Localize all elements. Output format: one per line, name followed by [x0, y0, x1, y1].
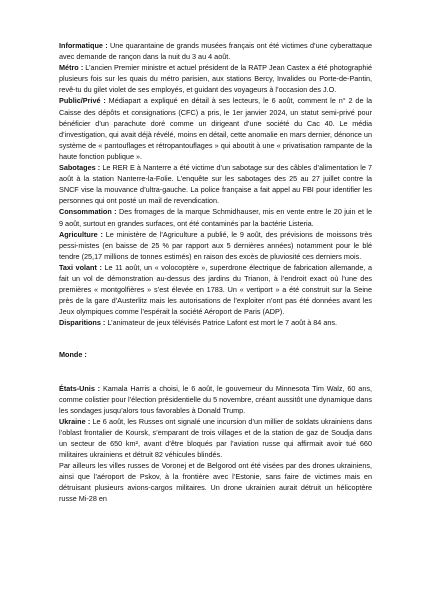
news-item-text: Une quarantaine de grands musées français ont été victimes d’une cyberattaque avec demande de rançon dans la nuit du 3 au 4 août.: [59, 41, 372, 62]
news-item-text: Le 11 août, un « volocoptère », superdrone électrique de fabrication allemande, a fait un vol de démonstration au-dessus des jardins du Trianon, à l’endroit exact où l’une des premières « montgolfières » s’est élevée en 1783. Un « vertiport » a été construit sur la Seine près de la gare d’Austerlitz mais les autorisations de l’exploiter n’ont pas été données avant les Jeux olympiques comme l’espérait la société Aéroport de Paris (ADP).: [59, 262, 372, 317]
news-item-lead: Sabotages :: [59, 163, 101, 173]
news-item-metro: [59, 62, 372, 95]
news-item-lead: États-Unis :: [59, 383, 101, 393]
news-item-text: Par ailleurs les villes russes de Voronej et de Belgorod ont été visées par des drones ukrainiens, ainsi que l’aéroport de Pskov, à la frontière avec l’Estonie, sans faire de victimes mais en détruisant plusieurs avions-cargos militaires. Un drone ukrainien aurait détruit un hélicoptère russe Mi-28 en: [59, 461, 372, 504]
news-item-sabotages: [59, 162, 372, 206]
news-item-text: Le ministère de l’Agriculture a publié, le 9 août, des prévisions de moissons très pessi-mistes (en baisse de 25 % par rapport aux 5 dernières années) notamment pour le blé tendre (25,17 millions de tonnes estimés) en raison des excès de pluviosité ces derniers mois.: [59, 229, 372, 261]
news-item-ukraine: [59, 416, 372, 460]
news-item-text: L’animateur de jeux télévisés Patrice Lafont est mort le 7 août à 84 ans.: [105, 318, 338, 328]
news-item-agriculture: [59, 229, 372, 262]
news-item-lead: Informatique :: [59, 41, 108, 50]
france-section: [59, 40, 372, 328]
news-item-lead: Consommation :: [59, 207, 117, 217]
news-item-taxi-volant: [59, 262, 372, 317]
news-item-text: Le RER E à Nanterre a été victime d’un sabotage sur des câbles d’alimentation le 7 août à la station Nanterre-la-Folie. L’enquête sur les sabotages des 25 au 27 juillet contre la SNCF vise la mouvance d’ultra-gauche. La police française a fait appel au FBI pour identifier les personnes qui ont posté un mail de revendication.: [59, 163, 373, 206]
news-item-informatique: [59, 40, 372, 62]
news-item-text: Médiapart a expliqué en détail à ses lecteurs, le 6 août, comment le n° 2 de la Caisse des dépôts et consignations (CFC) a pris, le 1er janvier 2024, un statut semi-privé pour bénéficier d’un parachute doré comme un dirigeant d’une société du Cac 40. Le média d’investigation, qui avait déjà révélé, moins en détail, cette anomalie en mars dernier, dénonce un système de « pantouflages et rétropantouflages » qui aboutit à une « privatisation rampante de la haute fonction publique ».: [59, 96, 372, 161]
news-item-text: Kamala Harris a choisi, le 6 août, le gouverneur du Minnesota Tim Walz, 60 ans, comme colistier pour l’élection présidentielle du 5 novembre, créant aussitôt une dynamique dans les sondages jusqu’alors tous favorables à Donald Trump.: [59, 383, 372, 415]
news-item-lead: Ukraine :: [59, 416, 91, 426]
news-item-lead: Métro :: [59, 63, 84, 73]
news-item-text: L’ancien Premier ministre et actuel président de la RATP Jean Castex a été photographié plusieurs fois sur les quais du métro parisien, aux stations Bercy, Invalides ou Porte-de-Pantin, revê-tu du gilet violet de ses employés, et guidant des voyageurs à l’occasion des J.O.: [59, 63, 372, 95]
section-title-monde: Monde :: [59, 350, 87, 360]
news-item-public-prive: [59, 95, 372, 162]
news-item-consommation: [59, 206, 372, 228]
monde-section: [59, 383, 372, 505]
news-item-text: Le 6 août, les Russes ont signalé une incursion d’un millier de soldats ukrainiens dans l’oblast frontalier de Koursk, s’emparant de trois villages et de la station de gaz de Soudja dans un secteur de 650 km², avant d’être bloqués par l’aviation russe qui affirmait avoir tué 660 militaires ukrainiens et détruit 82 véhicules blindés.: [59, 416, 372, 460]
news-item-lead: Taxi volant :: [59, 262, 102, 272]
news-item-lead: Disparitions :: [59, 318, 106, 328]
news-item-disparitions: [59, 317, 372, 328]
document-page: [59, 40, 372, 505]
news-item-ukraine-continued: [59, 460, 372, 504]
news-item-lead: Public/Privé :: [59, 96, 106, 106]
news-item-lead: Agriculture :: [59, 229, 103, 239]
news-item-text: Des fromages de la marque Schmidhauser, mis en vente entre le 20 juin et le 9 août, surtout en grandes surfaces, ont été contaminés par la bactérie Listeria.: [59, 207, 373, 228]
news-item-etats-unis: [59, 383, 372, 416]
